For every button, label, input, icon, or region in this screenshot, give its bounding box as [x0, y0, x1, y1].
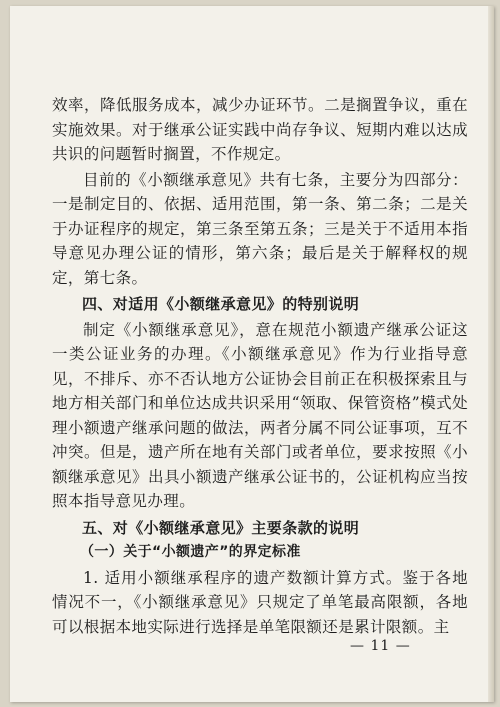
document-page	[10, 6, 494, 702]
subsection-heading-1: （一）关于“小额遗产”的界定标准	[80, 544, 301, 560]
page-number: — 11 —	[350, 638, 411, 654]
page-edge-shadow	[488, 6, 494, 702]
paragraph-calculation-method: 1. 适用小额继承程序的遗产数额计算方式。鉴于各地情况不一，《小额继承意见》只规定了单笔最高限额，各地可以根据本地实际进行选择是单笔限额还是累计限额。主	[52, 568, 468, 636]
paragraph-structure: 目前的《小额继承意见》共有七条，主要分为四部分：一是制定目的、依据、适用范围，第一条、第二条；二是关于办证程序的规定，第三条至第五条；三是关于不适用本指导意见办理公证的情形，第六条；最后是关于解释权的规定，第七条。	[52, 170, 468, 287]
paragraph-special-notes: 制定《小额继承意见》，意在规范小额遗产继承公证这一类公证业务的办理。《小额继承意见》作为行业指导意见，不排斥、亦不否认地方公证协会目前正在积极探索且与地方相关部门和单位达成共识采用“领取、保管资格”模式处理小额遗产继承问题的做法，两者分属不同公证事项，互不冲突。但是，遗产所在地有关部门或者单位，要求按照《小额继承意见》出具小额遗产继承公证书的，公证机构应当按照本指导意见办理。	[52, 320, 468, 510]
section-heading-4: 四、对适用《小额继承意见》的特别说明	[82, 295, 360, 313]
document-body	[52, 92, 468, 639]
section-heading-5: 五、对《小额继承意见》主要条款的说明	[82, 518, 360, 537]
paragraph-continuation: 效率，降低服务成本，减少办证环节。二是搁置争议，重在实施效果。对于继承公证实践中尚存争议、短期内难以达成共识的问题暂时搁置，不作规定。	[52, 96, 468, 163]
